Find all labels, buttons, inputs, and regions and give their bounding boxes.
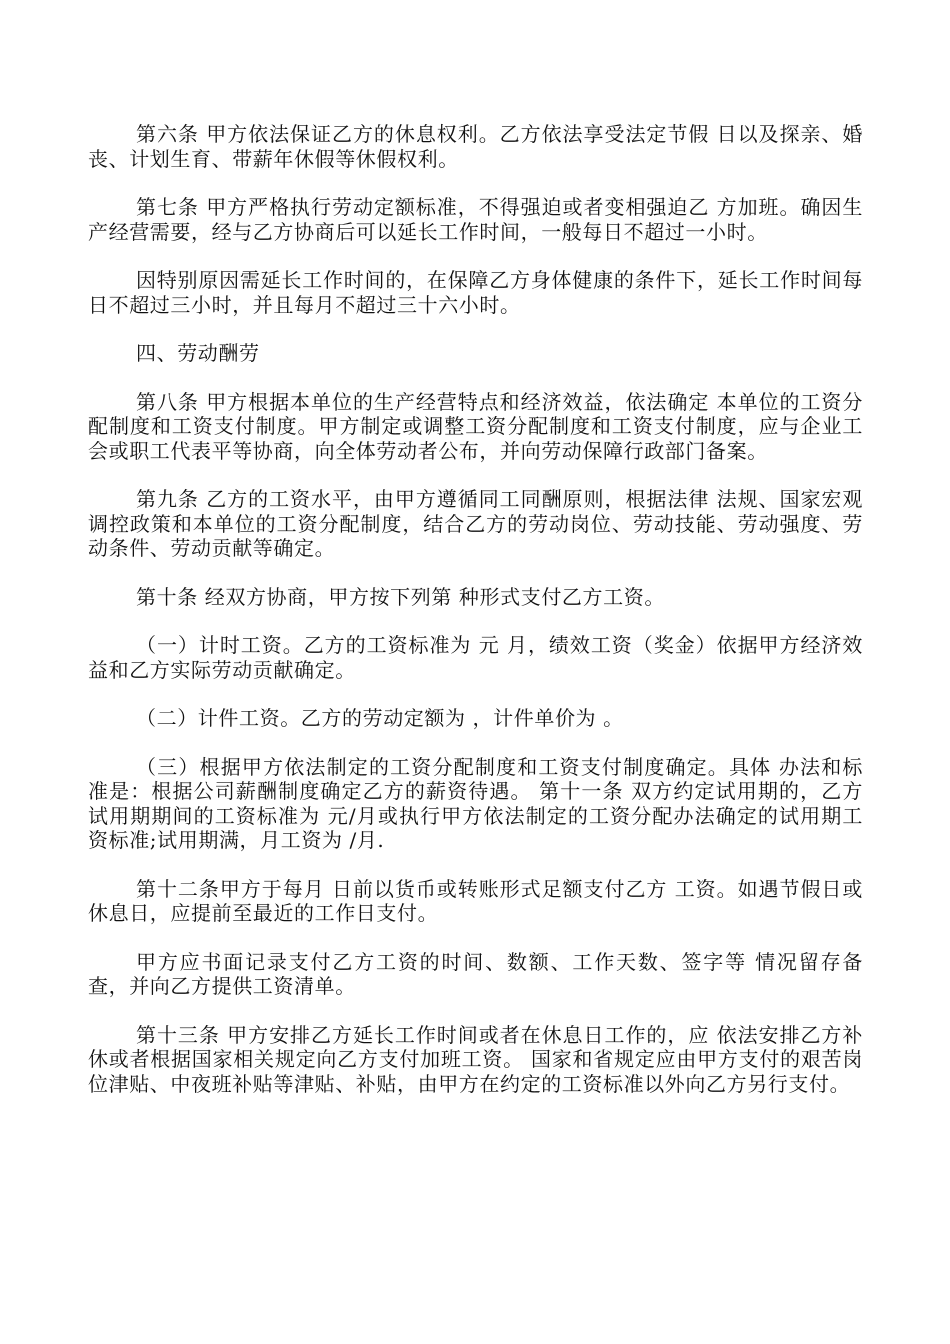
piece-wage-paragraph: （二）计件工资。乙方的劳动定额为 ，计件单价为 。 <box>136 706 624 730</box>
article-10-paragraph: 第十条 经双方协商，甲方按下列第 种形式支付乙方工资。 <box>136 584 665 609</box>
section-heading-labor-remuneration: 四、劳动酬劳 <box>136 341 260 365</box>
wage-system-paragraph: （三）根据甲方依法制定的工资分配制度和工资支付制度确定。具体 办法和标准是：根据公司薪酬制度确定乙方的薪资待遇。 第十一条 双方约定试用期的，乙方试用期期间的工资标准为 元/月或执行甲方依法制定的工资分配办法确定的试用期工资标准;试用期满，月工资为 /月. <box>88 754 863 852</box>
article-13-paragraph: 第十三条 甲方安排乙方延长工作时间或者在休息日工作的，应 依法安排乙方补休或者根据国家相关规定向乙方支付加班工资。 国家和省规定应由甲方支付的艰苦岗位津贴、中夜班补贴等津贴、补贴，由甲方在约定的工资标准以外向乙方另行支付。 <box>88 1022 863 1096</box>
article-6-paragraph: 第六条 甲方依法保证乙方的休息权利。乙方依法享受法定节假 日以及探亲、婚丧、计划生育、带薪年休假等休假权利。 <box>88 122 863 171</box>
article-8-paragraph: 第八条 甲方根据本单位的生产经营特点和经济效益，依法确定 本单位的工资分配制度和工资支付制度。甲方制定或调整工资分配制度和工资支付制度，应与企业工会或职工代表平等协商，向全体劳动者公布，并向劳动保障行政部门备案。 <box>88 389 863 463</box>
article-7-paragraph: 第七条 甲方严格执行劳动定额标准，不得强迫或者变相强迫乙 方加班。确因生产经营需要，经与乙方协商后可以延长工作时间，一般每日不超过一小时。 <box>88 195 863 244</box>
wage-record-paragraph: 甲方应书面记录支付乙方工资的时间、数额、工作天数、签字等 情况留存备查，并向乙方提供工资清单。 <box>88 949 863 998</box>
document-page <box>88 122 863 1120</box>
overtime-limit-paragraph: 因特别原因需延长工作时间的，在保障乙方身体健康的条件下，延长工作时间每日不超过三小时，并且每月不超过三十六小时。 <box>88 268 863 317</box>
time-wage-paragraph: （一）计时工资。乙方的工资标准为 元 月，绩效工资（奖金）依据甲方经济效益和乙方实际劳动贡献确定。 <box>88 633 863 682</box>
article-9-paragraph: 第九条 乙方的工资水平，由甲方遵循同工同酬原则，根据法律 法规、国家宏观调控政策和本单位的工资分配制度，结合乙方的劳动岗位、劳动技能、劳动强度、劳动条件、劳动贡献等确定。 <box>88 487 863 560</box>
article-12-paragraph: 第十二条甲方于每月 日前以货币或转账形式足额支付乙方 工资。如遇节假日或休息日，应提前至最近的工作日支付。 <box>88 876 863 925</box>
